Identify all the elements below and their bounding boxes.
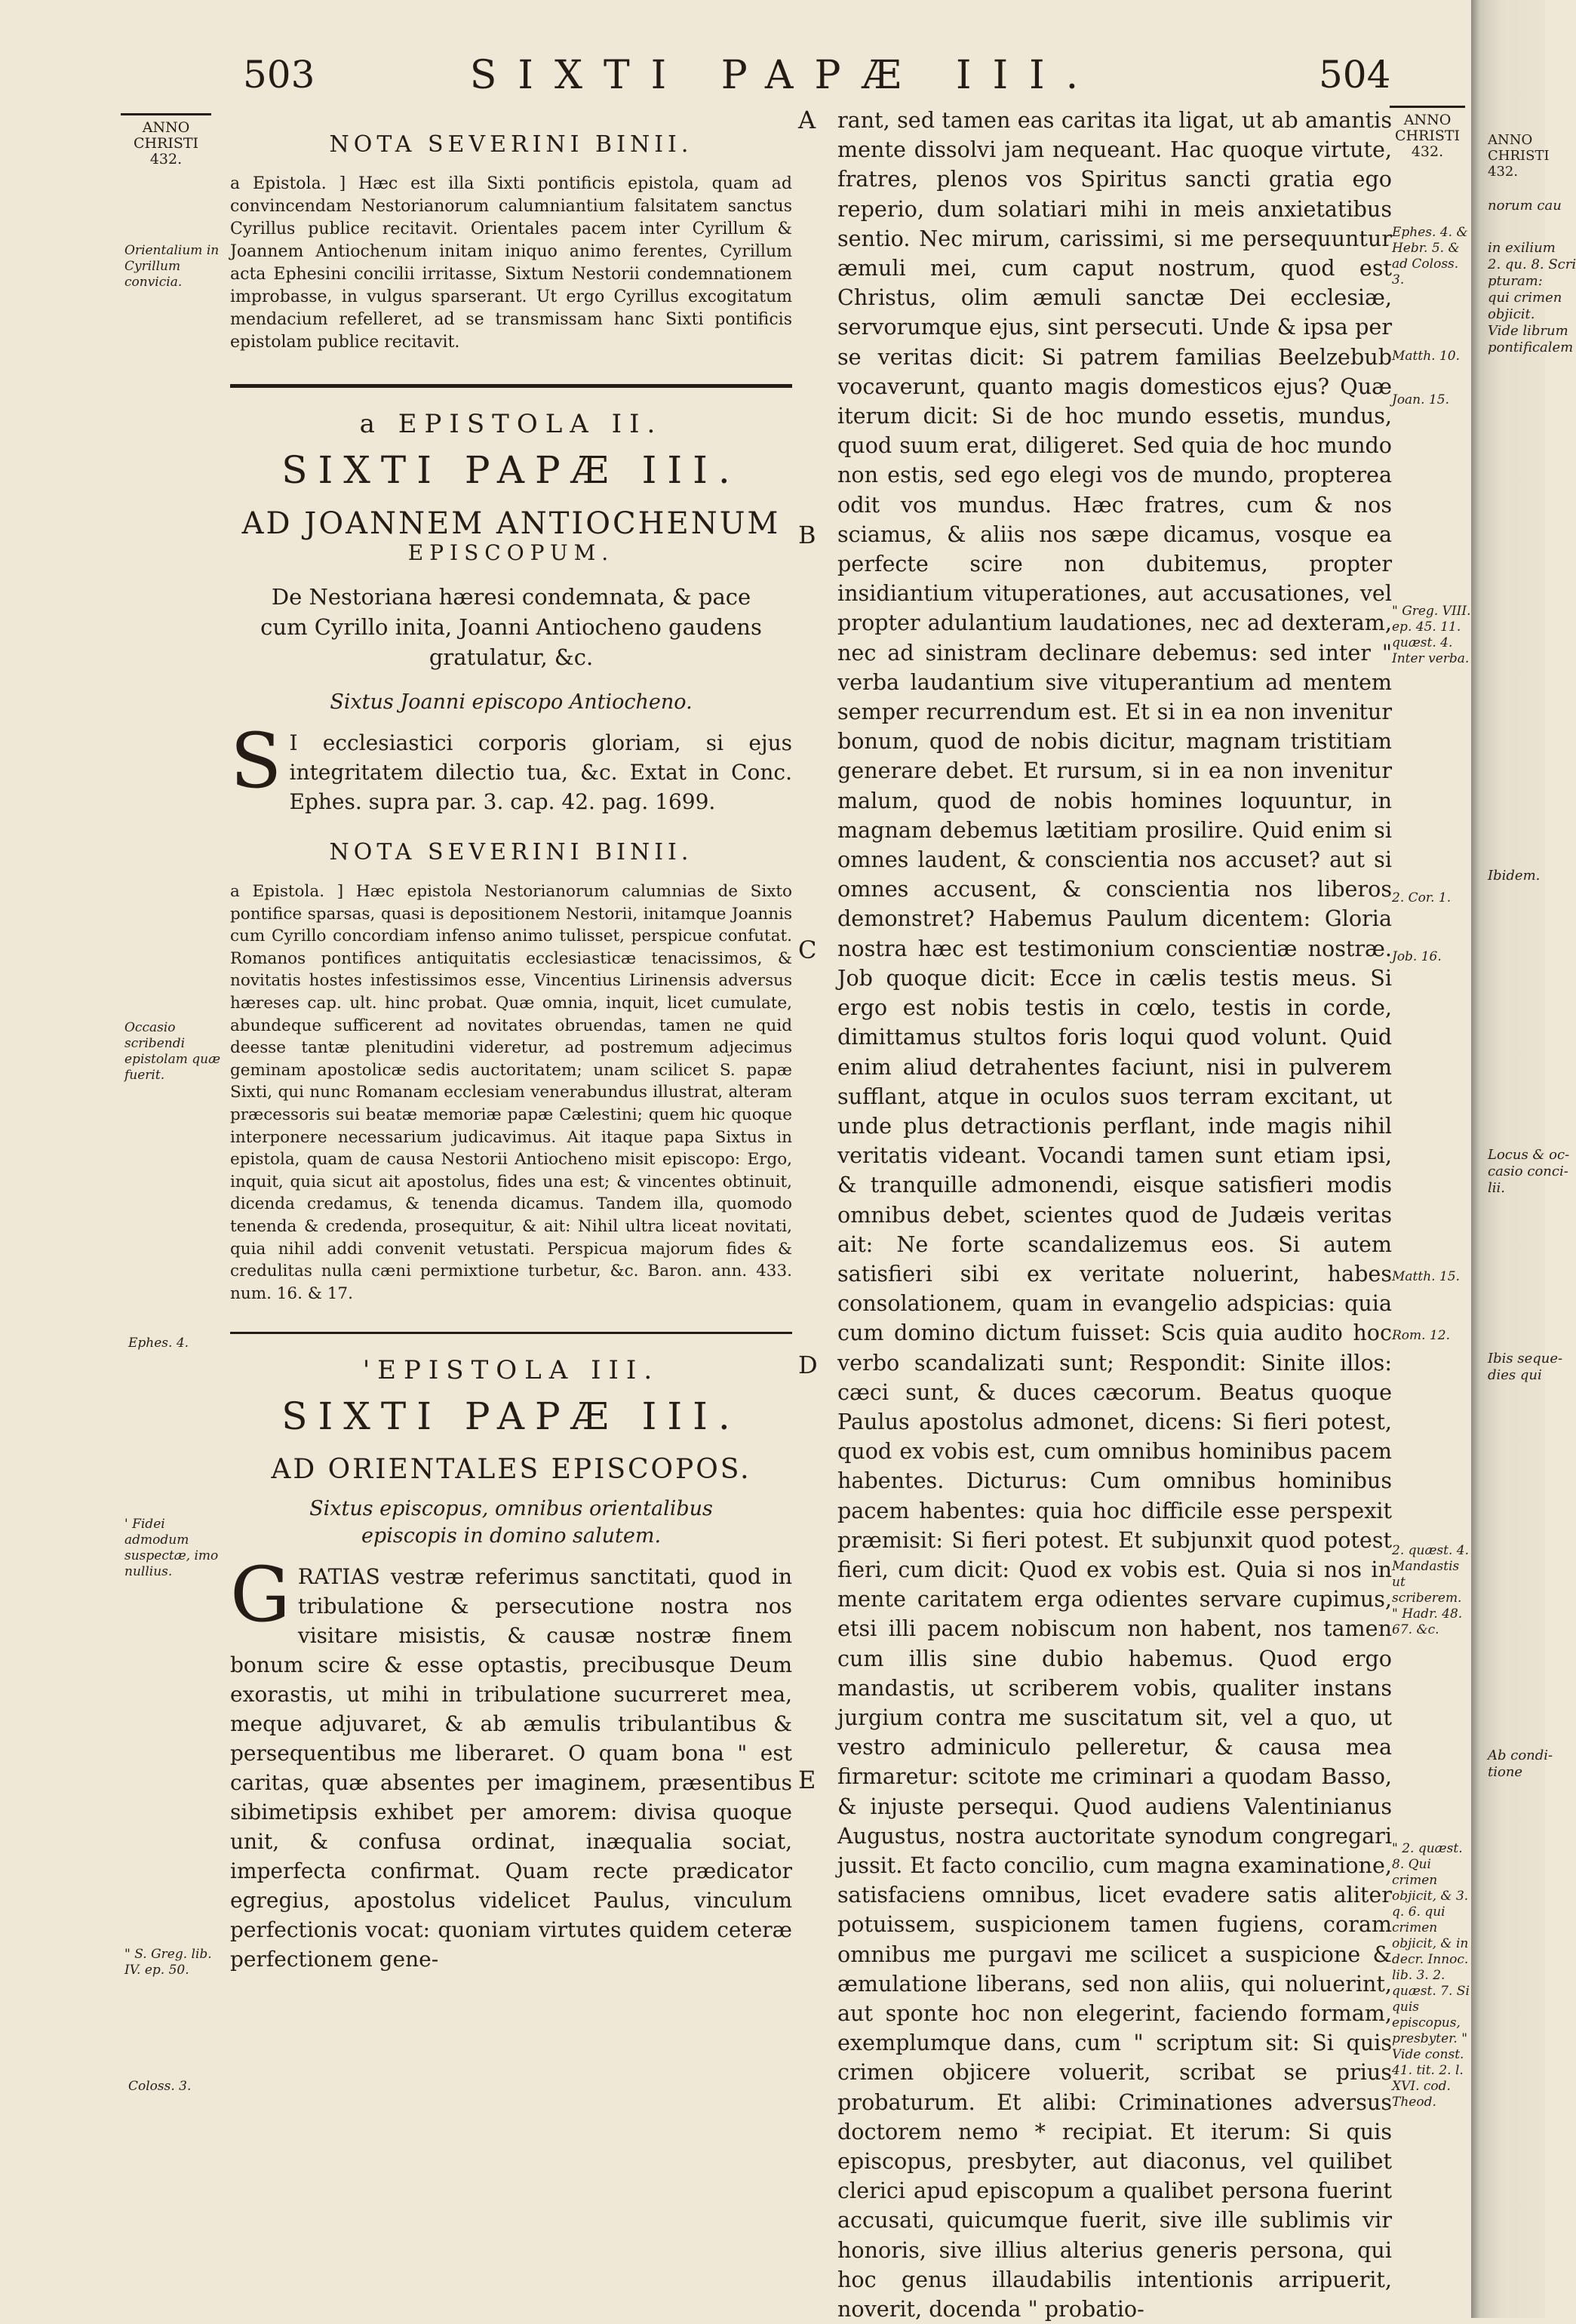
margin-note: Orientalium in Cyrillum convicia.	[124, 243, 220, 290]
next-page-text: Ibis seque-	[1488, 1351, 1563, 1366]
epistle-continuation: rant, sed tamen eas caritas ita ligat, ut ab amantis mente dissolvi jam nequeant. Hac quoque virtute, fratres, plenos vos Spiritus sancti gratia ego reperio, dum solatiari mihi in meis anxietatibus sentio. Nec mirum, carissimi, si me persequuntur æmuli mei, cum caput nostrum, quod est Christus, olim æmuli sanctæ Dei ecclesiæ, servorumque ejus, sint persecuti. Unde & ipsa per se veritas dicit: Si patrem familias Beelzebub vocaverunt, quanto magis domesticos ejus? Quæ iterum dicit: Si de hoc mundo essetis, mundus, quod suum erat, diligeret. Sed quia de hoc mundo non estis, sed ego elegi vos de mundo, propterea odit vos mundus. Hæc fratres, cum & nos sciamus, & aliis nos sæpe dicamus, vosque ea perfecte scire non dubitemus, propter insidiantium vituperationes, aut accusationes, vel propter adulantium laudationes, nec ad dexteram, nec ad sinistram declinare debemus: sed inter " verba laudantium sive vituperantium ad mentem semper recurrendum est. Et si in ea non invenitur bonum, quod de nobis dicitur, magnam tristitiam generare debet. Et rursum, si in ea non invenitur malum, quod de nobis homines loquuntur, in magnam debemus lætitiam prosilire. Quid enim si omnes laudent, & conscientia nos accuset? aut si omnes accusent, & conscientia nos liberos demonstret? Habemus Paulum dicentem: Gloria nostra hæc est testimonium conscientiæ nostræ. Job quoque dicit: Ecce in cælis testis meus. Si ergo est nobis testis in cœlo, testis in corde, dimittamus stultos foris loqui quod volunt. Quid enim aliud detrahentes faciunt, nisi in pulverem sufflant, atque in oculos suos terram excitant, ut unde plus detractionis perflant, inde magis nihil veritatis videant. Vocandi tamen sunt etiam ipsi, & tranquille admonendi, eisque satisfieri modis omnibus debet, scientes quod de Judæis veritas ait: Ne forte scandalizemus eos. Si autem satisfieri sibi ex veritate noluerint, habes consolationem, quam in evangelio adspicias: quia cum domino dictum fuisset: Scis quia audito hoc verbo scandalizati sunt; Respondit: Sinite illos: cæci sunt, & duces cæcorum. Beatus quoque Paulus apostolus admonet, dicens: Si fieri potest, quod ex vobis est, cum omnibus hominibus pacem habentes. Dicturus: Cum omnibus hominibus pacem habentes: quia hoc difficile esse perspexit præmisit: Si fieri potest. Et subjunxit quod potest fieri, cum dicit: Quod ex vobis est. Quia si nos in mente caritatem erga odientes servare cupimus, etsi illi pacem nobiscum non habent, nos tamen cum illis sine dubio habemus. Quod ergo mandastis, ut scriberem vobis, qualiter instans jurgium contra me suscitatum sit, vel a quo, ut vestro adminiculo pelleretur, & causa mea firmaretur: scitote me criminari a quodam Basso, & injuste persequi. Quod audiens Valentinianus Augustus, nostra auctoritate synodum congregari jussit. Et facto concilio, cum magna examinatione, satisfaciens omnibus, licet evadere satis aliter potuissem, suspicionem tamen fugiens, coram omnibus me purgavi me scilicet a suspicione & æmulatione liberans, sed non aliis, qui noluerint, aut sponte hoc non elegerint, faciendo formam, exemplumque dans, cum " scriptum sit: Si quis crimen objicere voluerit, scribat se prius probaturum. Et alibi: Criminationes adversus doctorem nemo * recipiat. Et iterum: Si quis episcopus, presbyter, aut diaconus, vel quilibet clerici apud episcopum a qualibet persona fuerint accusati, quicumque fuerit, sive ille sublimis vir honoris, sive illius alterius generis persona, qui hoc genus illaudabilis intentionis arripuerit, noverit, docenda " probatio-	[837, 107, 1392, 2322]
section-letter: D	[798, 1351, 818, 1379]
next-page-text: in exilium	[1488, 240, 1556, 256]
epistle-text	[230, 1551, 792, 1974]
margin-note: Job. 16.	[1392, 949, 1442, 964]
next-page-text: pontificalem	[1488, 340, 1574, 355]
epistle-address: AD JOANNEM ANTIOCHENUM	[241, 506, 781, 541]
section-letter: E	[798, 1766, 816, 1794]
epistle-text	[230, 717, 792, 816]
epistle-title: SIXTI PAPÆ III.	[281, 1394, 741, 1439]
anno-rule	[1390, 106, 1465, 108]
next-page-text: casio conci-	[1488, 1164, 1568, 1179]
note-heading: NOTA SEVERINI BINII.	[329, 131, 693, 158]
next-page-text: tione	[1488, 1764, 1523, 1780]
note-text: a Epistola. ] Hæc epistola Nestorianorum calumnias de Sixto pontifice sparsas, quasi is depositionem Nestorii, initamque Joannis cum Cyrillo concordiam infenso animo tulisset, perspicue confutat. Romanos pontifices antiquitatis ecclesiasticæ tenacissimos, & novitatis hostes infestissimos esse, Vincentius Lirinensis adversus hæreses cap. ult. hinc probat. Quæ omnia, inquit, licet cumulate, abundeque sufficerent ad novitates obruendas, tamen ne quid deesse tantæ plenitudini videretur, ad postremum adjecimus geminam apostolicæ sedis auctoritatem; unam scilicet S. papæ Sixti, qui nunc Romanam ecclesiam venerabundus illustrat, alteram præcessoris sui beatæ memoriæ papæ Cælestini; quem hic quoque interponere necessarium judicavimus. Ait itaque papa Sixtus in epistola, quam de causa Nestorii Antiocheno misit episcopo: Ergo, inquit, quia sicut ait apostolus, fides una est; & vincentes obtinuit, dicenda credamus, & tenenda dicamus. Tandem illa, quomodo tenenda & credenda, prosequitur, & ait: Nihil ultra liceat novitati, quia nihil addi convenit vetustati. Perspicua majorum fides & credulitas nulla cæni permixtione turbetur, &c. Baron. ann. 433. num. 16. & 17.	[230, 882, 792, 1303]
next-page-text: ANNO	[1488, 132, 1533, 148]
epistle-address: AD ORIENTALES EPISCOPOS.	[271, 1454, 751, 1486]
next-page-edge	[1471, 0, 1576, 2318]
running-title: SIXTI PAPÆ III.	[469, 53, 1100, 98]
anno-year: 432.	[149, 151, 183, 168]
drop-cap: S	[230, 717, 282, 805]
margin-note: 2. quæst. 4. Mandastis ut scriberem. " Hadr. 48. 67. &c.	[1392, 1543, 1470, 1637]
next-page-text: 432.	[1488, 164, 1519, 180]
next-page-text: Locus & oc-	[1488, 1147, 1570, 1163]
next-page-text: Vide librum	[1488, 323, 1568, 339]
anno-year: 432.	[1411, 143, 1444, 160]
drop-cap: G	[230, 1551, 290, 1640]
epistle-label: 'EPISTOLA III.	[362, 1355, 660, 1386]
page-number-left: 503	[243, 53, 315, 97]
epistle-body: RATIAS vestræ referimus sanctitati, quod in tribulatione & persecutione nostra nos visitare misistis, & causæ nostræ finem bonum scire & esse optastis, precibusque Deum exorastis, ut mihi in tribulatione sucurreret mea, meque adjuvaret, & ab æmulis tribulantibus & persequentibus me liberaret. O quam bona " est caritas, quæ absentes per imaginem, præsentibus sibimetipsis exhibet per amorem: divisa quoque unit, & confusa ordinat, inæqualia sociat, imperfecta confirmat. Quam recte prædicator egregius, apostolus videlicet Paulus, vinculum perfectionis vocat: quoniam virtutes quidem ceteræ perfectionem gene-	[230, 1564, 792, 1972]
next-page-text: norum cau	[1488, 198, 1562, 214]
anno-rule	[121, 113, 211, 115]
epistle-salutation: Sixtus episcopus, omnibus orientalibus episcopis in domino salutem.	[309, 1497, 713, 1548]
next-page-text: objicit.	[1488, 306, 1535, 322]
next-page-text: pturam:	[1488, 273, 1543, 289]
epistle-summary: De Nestoriana hæresi condemnata, & pace cum Cyrillo inita, Joanni Antiocheno gaudens gratulatur, &c.	[260, 584, 762, 670]
next-page-text: Ab condi-	[1488, 1748, 1553, 1763]
next-page-text: lii.	[1488, 1180, 1505, 1196]
epistle-title: SIXTI PAPÆ III.	[281, 448, 741, 492]
epistle-address-rank: EPISCOPUM.	[407, 540, 615, 565]
next-page-text: dies qui	[1488, 1367, 1542, 1383]
anno-christi-right	[1390, 106, 1465, 160]
page-number-right: 504	[1319, 53, 1391, 97]
anno-line: CHRISTI	[1394, 128, 1461, 144]
margin-note: ' Fidei admodum suspectæ, imo nullius.	[124, 1517, 219, 1579]
margin-note: Ephes. 4.	[128, 1336, 189, 1351]
margin-note: Coloss. 3.	[128, 2079, 192, 2094]
anno-line: ANNO	[142, 119, 190, 136]
section-letter: B	[798, 521, 816, 549]
anno-line: CHRISTI	[133, 135, 199, 152]
note-heading: NOTA SEVERINI BINII.	[329, 839, 693, 865]
margin-note: 2. Cor. 1.	[1392, 890, 1452, 905]
epistle-body: I ecclesiastici corporis gloriam, si ejus integritatem dilectio tua, &c. Extat in Conc. Ephes. supra par. 3. cap. 42. pag. 1699.	[289, 730, 792, 814]
margin-note: Matth. 15.	[1392, 1269, 1460, 1284]
margin-note: Matth. 10.	[1392, 349, 1460, 364]
note-text: a Epistola. ] Hæc est illa Sixti pontificis epistola, quam ad convincendam Nestorianorum calumniantium falsitatem sanctus Cyrillus publice recitavit. Orientales pacem inter Cyrillum & Joannem Antiochenum initam iniquo animo ferentes, Cyrillum acta Ephesini concilii irritasse, Sixtum Nestorii condemnationem improbasse, in vulgus sparserant. Ut ergo Cyrillus excogitatum mendacium refelleret, ad se transmissam hanc Sixti pontificis epistolam publice recitavit.	[230, 174, 792, 352]
section-letter: A	[798, 106, 816, 134]
right-column	[837, 106, 1392, 2324]
margin-note: Occasio scribendi epistolam quæ fuerit.	[124, 1020, 221, 1083]
next-page-text: 2. qu. 8. Scri	[1488, 257, 1576, 272]
anno-line: ANNO	[1403, 112, 1452, 128]
section-letter: C	[798, 936, 817, 964]
next-page-text: qui crimen	[1488, 290, 1562, 306]
margin-note: " S. Greg. lib. IV. ep. 50.	[124, 1947, 212, 1978]
anno-christi-left	[121, 113, 211, 168]
section-divider	[230, 1332, 792, 1334]
margin-note: Ephes. 4. & Hebr. 5. & ad Coloss. 3.	[1392, 225, 1468, 287]
section-divider	[230, 384, 792, 388]
next-page-text: CHRISTI	[1488, 148, 1550, 164]
margin-note: " Greg. VIII. ep. 45. 11. quæst. 4. Inter verba.	[1392, 604, 1471, 666]
epistle-label: a EPISTOLA II.	[359, 409, 663, 439]
left-column	[230, 121, 792, 1974]
margin-note: Rom. 12.	[1392, 1328, 1450, 1343]
epistle-salutation: Sixtus Joanni episcopo Antiocheno.	[330, 690, 693, 714]
margin-note: " 2. quæst. 8. Qui crimen objicit, & 3. q. 6. qui crimen objicit, & in decr. Innoc. lib. 3. 2. quæst. 7. Si quis episcopus, presbyter. " Vide const. 41. tit. 2. l. XVI. cod. Theod.	[1392, 1841, 1470, 2110]
next-page-text: Ibidem.	[1488, 868, 1541, 884]
margin-note: Joan. 15.	[1392, 392, 1449, 407]
